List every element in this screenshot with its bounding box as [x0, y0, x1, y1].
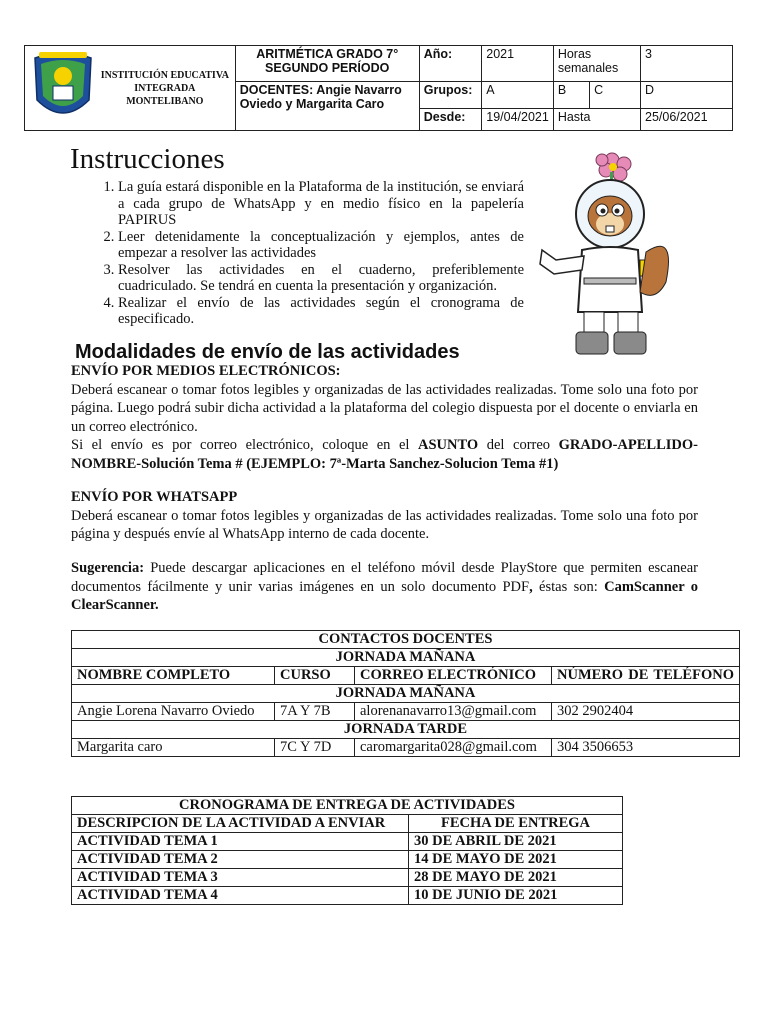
- email-subject-label: ASUNTO: [418, 437, 479, 453]
- activity-name: ACTIVIDAD TEMA 3: [72, 869, 409, 887]
- schedule-table: [71, 796, 623, 905]
- email-text-b: del correo: [478, 437, 559, 453]
- column-header: NÚMERO DE TELÉFONO: [552, 667, 740, 685]
- hours-label: Horas semanales: [553, 46, 640, 82]
- school-crest-icon: [31, 48, 95, 128]
- to-label: Hasta: [553, 108, 640, 130]
- instructions-title: Instrucciones: [70, 143, 225, 175]
- suggestion-label: Sugerencia:: [71, 560, 145, 576]
- to-value: 25/06/2021: [641, 108, 733, 130]
- list-item: 3. Resolver las actividades en el cuaderno, preferiblemente cuadriculado. Se tendrá en cuenta la presentación y organización.: [118, 262, 524, 295]
- teacher-name: Margarita caro: [72, 739, 275, 757]
- email-subject-format: GRADO-APELLIDO-NOMBRE-Solución Tema # (EJEMPLO: 7ª-Marta Sanchez-Solucion Tema #1): [71, 437, 698, 472]
- table-row: [72, 887, 623, 905]
- table-row: [72, 851, 623, 869]
- electronic-text: Deberá escanear o tomar fotos legibles y organizadas de las actividades realizadas. Tome solo una foto por página. Luego podrá subir dicha actividad a la plataforma del colegio dispuesta por el docente o enviarla en un correo electrónico.: [71, 381, 698, 435]
- morning-shift-label: JORNADA MAÑANA: [72, 685, 740, 703]
- list-item: 1. La guía estará disponible en la Plataforma de la institución, se enviará a cada grupo de WhatsApp y en medio físico en la papelería PAPIRUS: [118, 179, 524, 229]
- year-value: 2021: [482, 46, 554, 82]
- list-item: 2. Leer detenidamente la conceptualización y ejemplos, antes de empezar a resolver las actividades: [118, 229, 524, 262]
- from-label: Desde:: [419, 108, 482, 130]
- year-label: Año:: [419, 46, 482, 82]
- table-row: [72, 869, 623, 887]
- activity-date: 10 DE JUNIO DE 2021: [409, 887, 623, 905]
- electronic-title: ENVÍO POR MEDIOS ELECTRÓNICOS:: [71, 363, 341, 379]
- teacher-email[interactable]: caromargarita028@gmail.com: [355, 739, 552, 757]
- column-header: DESCRIPCION DE LA ACTIVIDAD A ENVIAR: [72, 815, 409, 833]
- period-title: SEGUNDO PERÍODO: [265, 61, 390, 75]
- afternoon-shift-label: JORNADA TARDE: [72, 721, 740, 739]
- suggestion-text: Puede descargar aplicaciones en el teléfono móvil desde PlayStore que permiten escanear documentos fácilmente y unir varias imágenes en un solo documento PDF: [71, 560, 698, 595]
- teacher-course: 7C Y 7D: [275, 739, 355, 757]
- hours-value: 3: [641, 46, 733, 82]
- table-header-row: [72, 815, 623, 833]
- school-cell: [25, 46, 236, 131]
- group-c: C: [590, 82, 641, 108]
- suggestion-apps: CamScanner o ClearScanner.: [71, 578, 698, 613]
- contacts-shift-title: JORNADA MAÑANA: [72, 649, 740, 667]
- school-name-line2: INTEGRADA MONTELIBANO: [126, 82, 204, 107]
- list-item: 4. Realizar el envío de las actividades según el cronograma de especificado.: [118, 295, 524, 328]
- column-header: NOMBRE COMPLETO: [72, 667, 275, 685]
- teachers-line1: DOCENTES: Angie Navarro: [239, 83, 402, 98]
- modalities-title: Modalidades de envío de las actividades: [75, 341, 460, 363]
- teacher-phone: 302 2902404: [552, 703, 740, 721]
- table-header-row: [72, 667, 740, 685]
- teacher-email[interactable]: alorenanavarro13@gmail.com: [355, 703, 552, 721]
- column-header: CORREO ELECTRÓNICO: [355, 667, 552, 685]
- activity-date: 30 DE ABRIL DE 2021: [409, 833, 623, 851]
- activity-name: ACTIVIDAD TEMA 1: [72, 833, 409, 851]
- suggestion-section: Sugerencia: Puede descargar aplicaciones en el teléfono móvil desde PlayStore que permiten escanear documentos fácilmente y unir varias imágenes en un solo documento PDF, éstas son: CamScanner o ClearScanner.: [71, 560, 698, 613]
- column-header: CURSO: [275, 667, 355, 685]
- table-row: [72, 703, 740, 721]
- activity-name: ACTIVIDAD TEMA 2: [72, 851, 409, 869]
- teachers-line2: Oviedo y Margarita Caro: [239, 97, 385, 112]
- teacher-phone: 304 3506653: [552, 739, 740, 757]
- table-row: [72, 739, 740, 757]
- contacts-title: CONTACTOS DOCENTES: [72, 631, 740, 649]
- subject-title: ARITMÉTICA GRADO 7°: [256, 47, 399, 61]
- group-a: A: [482, 82, 554, 108]
- teacher-course: 7A Y 7B: [275, 703, 355, 721]
- whatsapp-section: [71, 488, 698, 544]
- teachers-cell: [235, 82, 419, 131]
- teacher-name: Angie Lorena Navarro Oviedo: [72, 703, 275, 721]
- contacts-table: [71, 630, 740, 757]
- groups-label: Grupos:: [419, 82, 482, 108]
- electronic-section: [71, 362, 698, 473]
- email-instruction: [71, 436, 698, 473]
- whatsapp-text: Deberá escanear o tomar fotos legibles y organizadas de las actividades realizadas. Tome solo una foto por página y después envíe al WhatsApp interno de cada docente.: [71, 507, 698, 542]
- from-value: 19/04/2021: [482, 108, 554, 130]
- activity-name: ACTIVIDAD TEMA 4: [72, 887, 409, 905]
- column-header: FECHA DE ENTREGA: [409, 815, 623, 833]
- subject-cell: [235, 46, 419, 82]
- suggestion-text-b: éstas son:: [532, 578, 605, 595]
- school-name-line1: INSTITUCIÓN EDUCATIVA: [100, 69, 229, 81]
- schedule-title: CRONOGRAMA DE ENTREGA DE ACTIVIDADES: [72, 797, 623, 815]
- email-text-a: Si el envío es por correo electrónico, coloque en el: [71, 437, 418, 453]
- group-d: D: [641, 82, 733, 108]
- instructions-list: [84, 179, 524, 328]
- activity-date: 28 DE MAYO DE 2021: [409, 869, 623, 887]
- table-row: [72, 833, 623, 851]
- group-b: B: [553, 82, 589, 108]
- squirrel-astronaut-illustration: [536, 152, 676, 358]
- whatsapp-title: ENVÍO POR WHATSAPP: [71, 489, 238, 505]
- activity-date: 14 DE MAYO DE 2021: [409, 851, 623, 869]
- header-table: [24, 45, 733, 131]
